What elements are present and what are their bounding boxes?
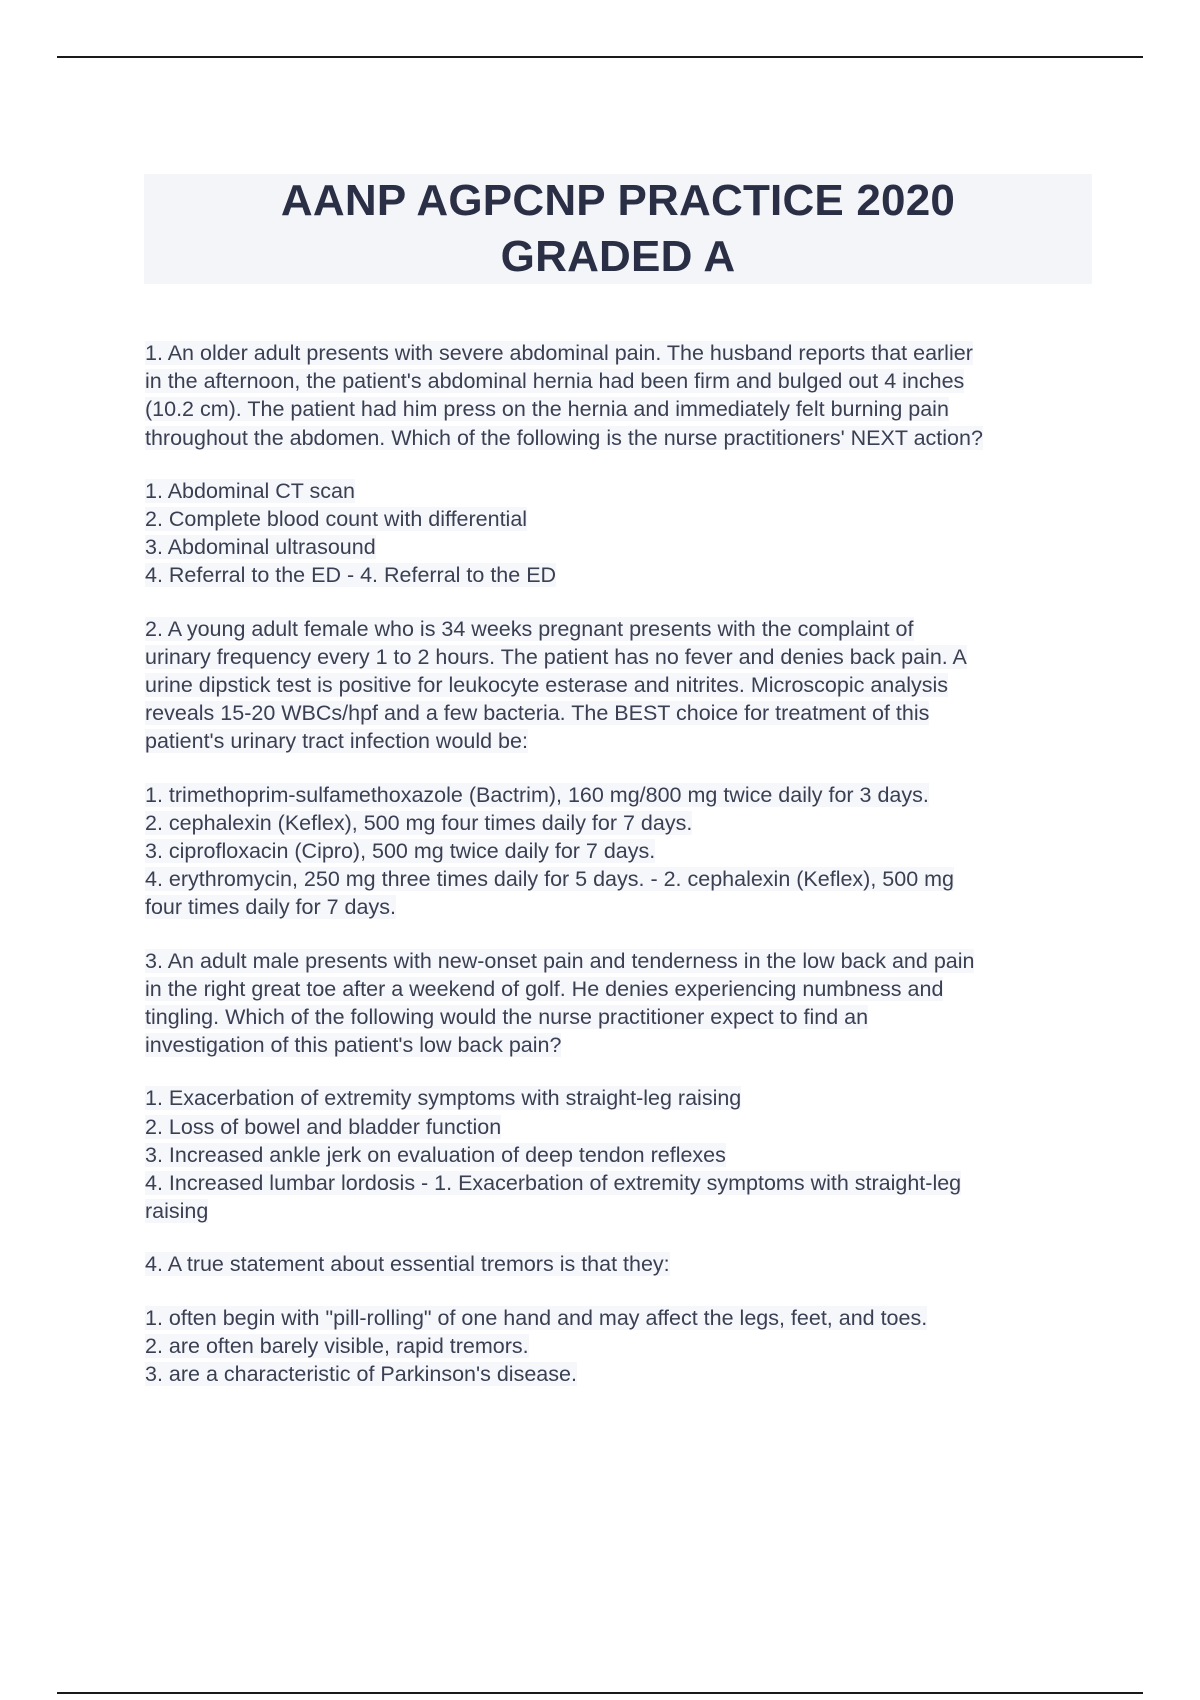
option-line: 3. ciprofloxacin (Cipro), 500 mg twice daily for 7 days. bbox=[145, 839, 656, 864]
text-line: 4. A true statement about essential tremors is that they: bbox=[145, 1252, 670, 1277]
option-line-answer: four times daily for 7 days. bbox=[145, 895, 396, 920]
question-2-options bbox=[145, 781, 1095, 922]
question-4-options bbox=[145, 1304, 1095, 1389]
text-line: urinary frequency every 1 to 2 hours. The patient has no fever and denies back pain. A bbox=[145, 644, 967, 669]
document-title-line-2: GRADED A bbox=[500, 232, 736, 281]
text-line: investigation of this patient's low back pain? bbox=[145, 1033, 562, 1058]
document-title-line-1: AANP AGPCNP PRACTICE 2020 bbox=[280, 176, 956, 225]
text-line: throughout the abdomen. Which of the following is the nurse practitioners' NEXT action? bbox=[145, 425, 983, 450]
text-line: 1. An older adult presents with severe abdominal pain. The husband reports that earlier bbox=[145, 341, 973, 365]
text-line: tingling. Which of the following would the nurse practitioner expect to find an bbox=[145, 1005, 869, 1030]
option-line: 1. Exacerbation of extremity symptoms with straight-leg raising bbox=[145, 1086, 742, 1111]
text-line: reveals 15-20 WBCs/hpf and a few bacteria. The BEST choice for treatment of this bbox=[145, 701, 930, 726]
option-line: 1. Abdominal CT scan bbox=[145, 478, 355, 503]
question-2 bbox=[145, 615, 1095, 756]
option-line: 3. Increased ankle jerk on evaluation of deep tendon reflexes bbox=[145, 1142, 726, 1167]
option-line: 2. cephalexin (Keflex), 500 mg four times daily for 7 days. bbox=[145, 810, 693, 835]
document-body bbox=[145, 339, 1095, 1388]
option-line: 2. Loss of bowel and bladder function bbox=[145, 1114, 502, 1139]
bottom-rule bbox=[57, 1692, 1143, 1694]
option-line-answer: 4. Referral to the ED - 4. Referral to the ED bbox=[145, 563, 557, 588]
question-4 bbox=[145, 1250, 1095, 1278]
text-line: in the afternoon, the patient's abdominal hernia had been firm and bulged out 4 inches bbox=[145, 369, 965, 394]
option-line: 3. are a characteristic of Parkinson's disease. bbox=[145, 1362, 577, 1387]
option-line-answer: raising bbox=[145, 1199, 209, 1224]
option-line: 1. trimethoprim-sulfamethoxazole (Bactrim), 160 mg/800 mg twice daily for 3 days. bbox=[145, 782, 929, 807]
option-line: 2. Complete blood count with differential bbox=[145, 507, 528, 532]
option-line-answer: 4. erythromycin, 250 mg three times daily for 5 days. - 2. cephalexin (Keflex), 500 mg bbox=[145, 867, 955, 892]
document-title-box bbox=[144, 174, 1092, 284]
question-3-options bbox=[145, 1084, 1095, 1225]
text-line: 2. A young adult female who is 34 weeks pregnant presents with the complaint of bbox=[145, 616, 914, 641]
option-line: 1. often begin with "pill-rolling" of one hand and may affect the legs, feet, and toes. bbox=[145, 1305, 928, 1330]
question-1 bbox=[145, 339, 1095, 452]
option-line: 2. are often barely visible, rapid tremors. bbox=[145, 1333, 529, 1358]
top-rule bbox=[57, 56, 1143, 58]
text-line: in the right great toe after a weekend of golf. He denies experiencing numbness and bbox=[145, 976, 944, 1001]
text-line: urine dipstick test is positive for leukocyte esterase and nitrites. Microscopic analysis bbox=[145, 673, 949, 698]
option-line: 3. Abdominal ultrasound bbox=[145, 535, 376, 560]
text-line: 3. An adult male presents with new-onset pain and tenderness in the low back and pain bbox=[145, 948, 975, 973]
text-line: (10.2 cm). The patient had him press on the hernia and immediately felt burning pain bbox=[145, 397, 949, 422]
question-1-options bbox=[145, 477, 1095, 590]
option-line-answer: 4. Increased lumbar lordosis - 1. Exacerbation of extremity symptoms with straight-leg bbox=[145, 1171, 962, 1196]
question-3 bbox=[145, 947, 1095, 1060]
text-line: patient's urinary tract infection would be: bbox=[145, 729, 528, 754]
